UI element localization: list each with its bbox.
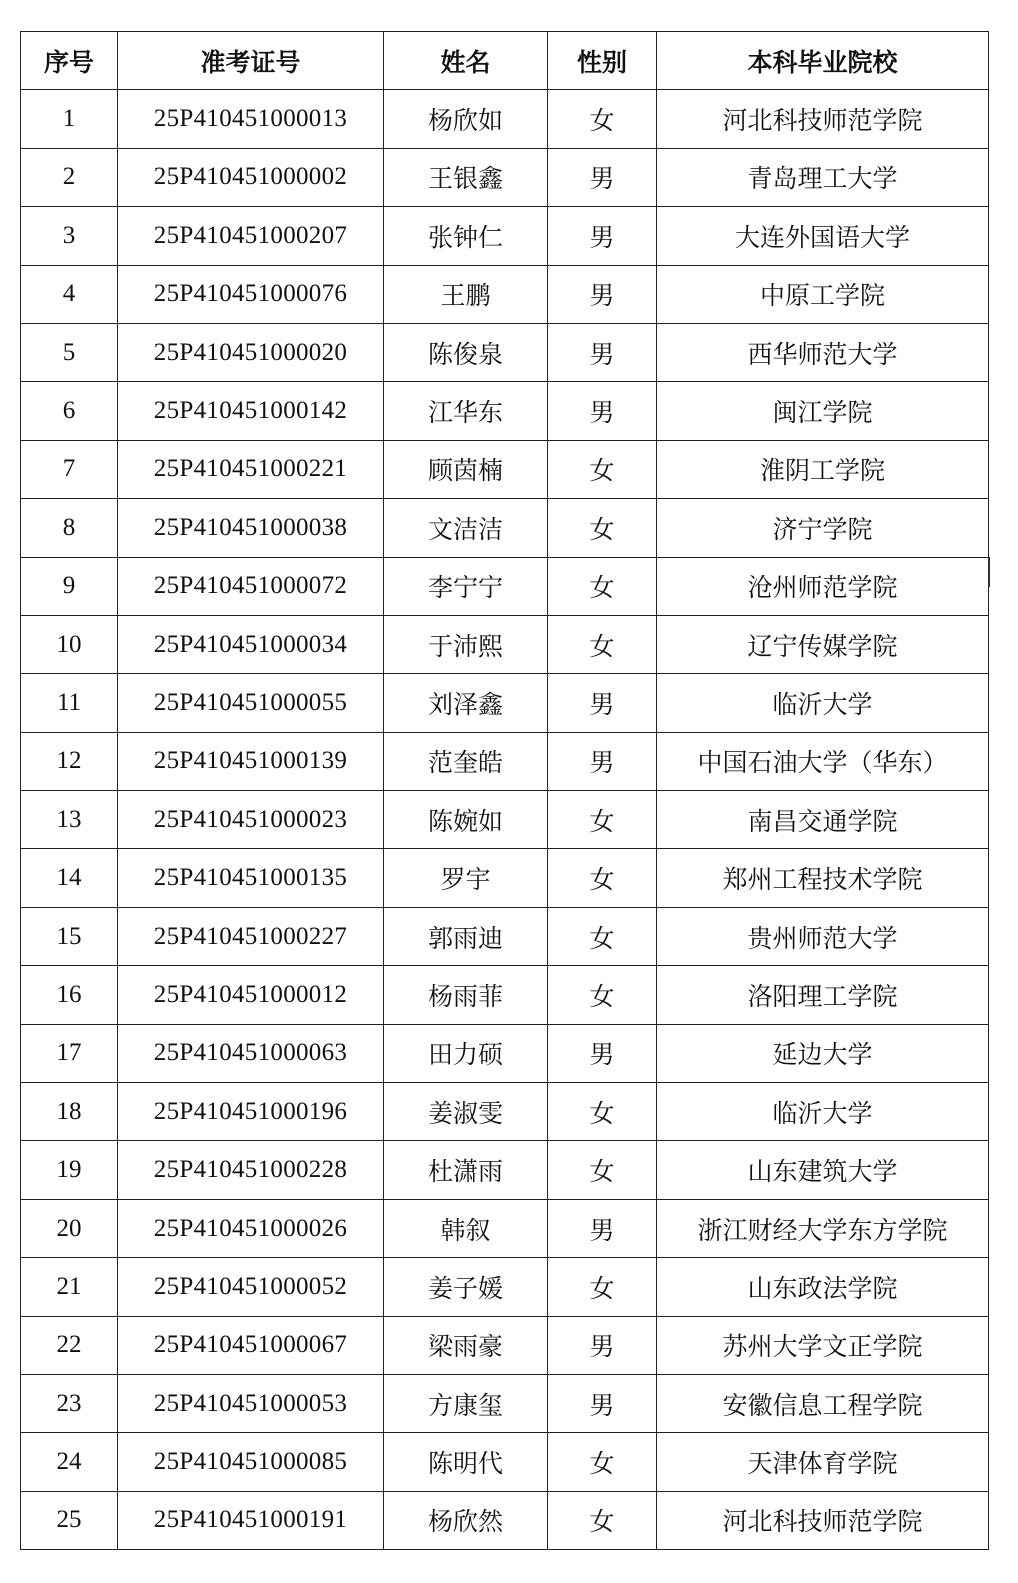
cell-ticket-number: 25P410451000055 — [118, 674, 384, 732]
cell-school: 辽宁传媒学院 — [657, 615, 989, 673]
cell-ticket-number: 25P410451000072 — [118, 557, 384, 615]
cell-gender: 男 — [548, 1024, 657, 1082]
table-row — [21, 1083, 989, 1141]
cell-ticket-number: 25P410451000191 — [118, 1491, 384, 1549]
cell-ticket-number: 25P410451000227 — [118, 907, 384, 965]
header-ticket: 准考证号 — [118, 32, 384, 90]
cell-index: 11 — [21, 674, 118, 732]
header-row — [21, 32, 989, 90]
cell-name: 王银鑫 — [384, 148, 548, 206]
cell-ticket-number: 25P410451000026 — [118, 1199, 384, 1257]
table-row — [21, 1433, 989, 1491]
cell-school: 安徽信息工程学院 — [657, 1374, 989, 1432]
cell-name: 张钟仁 — [384, 207, 548, 265]
table-row — [21, 791, 989, 849]
cell-gender: 女 — [548, 849, 657, 907]
header-index: 序号 — [21, 32, 118, 90]
cell-gender: 男 — [548, 148, 657, 206]
cell-name: 杨欣如 — [384, 90, 548, 148]
cell-name: 于沛熙 — [384, 615, 548, 673]
cell-ticket-number: 25P410451000135 — [118, 849, 384, 907]
header-school: 本科毕业院校 — [657, 32, 989, 90]
cell-ticket-number: 25P410451000142 — [118, 382, 384, 440]
cell-index: 24 — [21, 1433, 118, 1491]
cell-index: 3 — [21, 207, 118, 265]
cell-school: 苏州大学文正学院 — [657, 1316, 989, 1374]
cell-school: 沧州师范学院 — [657, 557, 989, 615]
cell-ticket-number: 25P410451000196 — [118, 1083, 384, 1141]
cell-ticket-number: 25P410451000002 — [118, 148, 384, 206]
cell-name: 杜潇雨 — [384, 1141, 548, 1199]
table-row — [21, 1374, 989, 1432]
cell-name: 姜淑雯 — [384, 1083, 548, 1141]
cell-gender: 男 — [548, 1316, 657, 1374]
cell-school: 贵州师范大学 — [657, 907, 989, 965]
cell-gender: 男 — [548, 207, 657, 265]
cell-index: 2 — [21, 148, 118, 206]
cell-gender: 女 — [548, 1141, 657, 1199]
cell-ticket-number: 25P410451000038 — [118, 499, 384, 557]
cell-gender: 女 — [548, 1083, 657, 1141]
cell-school: 临沂大学 — [657, 674, 989, 732]
cell-name: 李宁宁 — [384, 557, 548, 615]
cell-index: 20 — [21, 1199, 118, 1257]
cell-name: 方康玺 — [384, 1374, 548, 1432]
cell-ticket-number: 25P410451000085 — [118, 1433, 384, 1491]
cell-school: 洛阳理工学院 — [657, 966, 989, 1024]
cell-index: 19 — [21, 1141, 118, 1199]
cell-name: 韩叙 — [384, 1199, 548, 1257]
cell-school: 大连外国语大学 — [657, 207, 989, 265]
cell-index: 10 — [21, 615, 118, 673]
cell-gender: 女 — [548, 1491, 657, 1549]
table-row — [21, 732, 989, 790]
table-row — [21, 1316, 989, 1374]
cell-school: 郑州工程技术学院 — [657, 849, 989, 907]
cell-index: 25 — [21, 1491, 118, 1549]
cell-gender: 男 — [548, 732, 657, 790]
cell-school: 济宁学院 — [657, 499, 989, 557]
cell-name: 陈婉如 — [384, 791, 548, 849]
cell-school: 天津体育学院 — [657, 1433, 989, 1491]
cell-index: 15 — [21, 907, 118, 965]
table-row — [21, 1141, 989, 1199]
cell-index: 17 — [21, 1024, 118, 1082]
cell-school: 河北科技师范学院 — [657, 90, 989, 148]
cell-index: 12 — [21, 732, 118, 790]
table-row — [21, 1024, 989, 1082]
header-gender: 性别 — [548, 32, 657, 90]
cell-index: 5 — [21, 323, 118, 381]
cell-index: 6 — [21, 382, 118, 440]
cell-gender: 男 — [548, 265, 657, 323]
cell-name: 文洁洁 — [384, 499, 548, 557]
cell-name: 王鹏 — [384, 265, 548, 323]
table-row — [21, 323, 989, 381]
cell-school: 河北科技师范学院 — [657, 1491, 989, 1549]
cell-name: 刘泽鑫 — [384, 674, 548, 732]
cell-name: 罗宇 — [384, 849, 548, 907]
cell-name: 陈俊泉 — [384, 323, 548, 381]
cell-school: 闽江学院 — [657, 382, 989, 440]
table-row — [21, 382, 989, 440]
cell-school: 西华师范大学 — [657, 323, 989, 381]
cell-ticket-number: 25P410451000052 — [118, 1258, 384, 1316]
cell-gender: 女 — [548, 791, 657, 849]
cell-name: 杨欣然 — [384, 1491, 548, 1549]
cell-school: 淮阴工学院 — [657, 440, 989, 498]
table-row — [21, 557, 989, 615]
table-row — [21, 1258, 989, 1316]
cell-school: 中国石油大学（华东） — [657, 732, 989, 790]
cell-ticket-number: 25P410451000013 — [118, 90, 384, 148]
cell-ticket-number: 25P410451000034 — [118, 615, 384, 673]
cell-gender: 女 — [548, 907, 657, 965]
cell-index: 9 — [21, 557, 118, 615]
cell-name: 梁雨豪 — [384, 1316, 548, 1374]
table-row — [21, 849, 989, 907]
cell-gender: 男 — [548, 382, 657, 440]
cell-school: 中原工学院 — [657, 265, 989, 323]
cell-gender: 女 — [548, 966, 657, 1024]
cell-index: 8 — [21, 499, 118, 557]
cell-school: 临沂大学 — [657, 1083, 989, 1141]
cell-ticket-number: 25P410451000023 — [118, 791, 384, 849]
cell-school: 山东建筑大学 — [657, 1141, 989, 1199]
cell-name: 顾茵楠 — [384, 440, 548, 498]
cell-school: 延边大学 — [657, 1024, 989, 1082]
cell-index: 18 — [21, 1083, 118, 1141]
cell-gender: 男 — [548, 1199, 657, 1257]
table-body — [21, 90, 989, 1550]
cell-gender: 女 — [548, 1433, 657, 1491]
cell-ticket-number: 25P410451000012 — [118, 966, 384, 1024]
table-row — [21, 440, 989, 498]
cell-ticket-number: 25P410451000139 — [118, 732, 384, 790]
cell-gender: 女 — [548, 1258, 657, 1316]
table-row — [21, 907, 989, 965]
cell-ticket-number: 25P410451000207 — [118, 207, 384, 265]
cell-school: 山东政法学院 — [657, 1258, 989, 1316]
table-row — [21, 1491, 989, 1549]
table-row — [21, 1199, 989, 1257]
cell-index: 14 — [21, 849, 118, 907]
cell-name: 姜子媛 — [384, 1258, 548, 1316]
cell-index: 1 — [21, 90, 118, 148]
admission-roster-table — [20, 31, 989, 1550]
cell-name: 田力硕 — [384, 1024, 548, 1082]
cell-ticket-number: 25P410451000076 — [118, 265, 384, 323]
cell-name: 郭雨迪 — [384, 907, 548, 965]
cell-index: 7 — [21, 440, 118, 498]
cell-gender: 男 — [548, 674, 657, 732]
cell-gender: 女 — [548, 557, 657, 615]
cell-ticket-number: 25P410451000221 — [118, 440, 384, 498]
cell-gender: 女 — [548, 90, 657, 148]
cell-gender: 女 — [548, 499, 657, 557]
cell-name: 江华东 — [384, 382, 548, 440]
cell-ticket-number: 25P410451000063 — [118, 1024, 384, 1082]
table-row — [21, 966, 989, 1024]
cell-ticket-number: 25P410451000020 — [118, 323, 384, 381]
cell-gender: 女 — [548, 440, 657, 498]
cell-index: 23 — [21, 1374, 118, 1432]
cell-ticket-number: 25P410451000067 — [118, 1316, 384, 1374]
cell-name: 陈明代 — [384, 1433, 548, 1491]
cell-index: 21 — [21, 1258, 118, 1316]
cell-index: 22 — [21, 1316, 118, 1374]
cell-ticket-number: 25P410451000053 — [118, 1374, 384, 1432]
cell-gender: 女 — [548, 615, 657, 673]
table-row — [21, 499, 989, 557]
cell-name: 杨雨菲 — [384, 966, 548, 1024]
cell-index: 4 — [21, 265, 118, 323]
cell-name: 范奎皓 — [384, 732, 548, 790]
table-row — [21, 148, 989, 206]
cell-gender: 男 — [548, 1374, 657, 1432]
cell-index: 16 — [21, 966, 118, 1024]
cell-index: 13 — [21, 791, 118, 849]
cell-school: 青岛理工大学 — [657, 148, 989, 206]
table-row — [21, 90, 989, 148]
cell-school: 南昌交通学院 — [657, 791, 989, 849]
margin-tick-mark — [988, 557, 990, 587]
cell-gender: 男 — [548, 323, 657, 381]
table-row — [21, 615, 989, 673]
table-row — [21, 265, 989, 323]
table-row — [21, 674, 989, 732]
table-row — [21, 207, 989, 265]
header-name: 姓名 — [384, 32, 548, 90]
cell-school: 浙江财经大学东方学院 — [657, 1199, 989, 1257]
cell-ticket-number: 25P410451000228 — [118, 1141, 384, 1199]
